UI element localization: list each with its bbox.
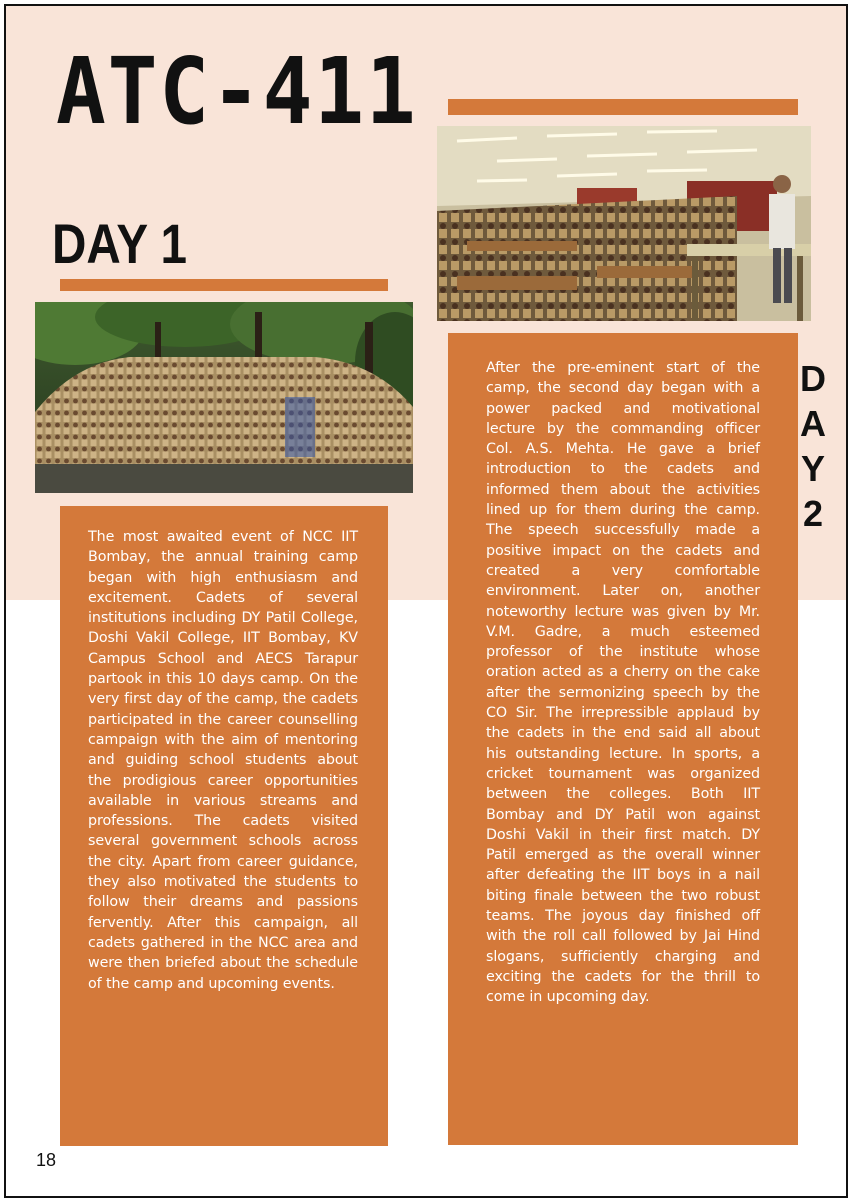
page [4, 4, 848, 1198]
page-title: ATC-411 [56, 38, 418, 145]
day1-text-panel [60, 506, 388, 1146]
day2-heading [796, 356, 830, 536]
day1-body-text: The most awaited event of NCC IIT Bombay, the annual training camp began with high enthusiasm and excitement. Cadets of several institutions including DY Patil College, Doshi Vakil College, IIT Bombay, KV Campus School and AECS Tarapur partook in this 10 days camp. On the very first day of the camp, the cadets participated in the career counselling campaign with the aim of mentoring and guiding school students about the prodigious career opportunities available in various streams and professions. The cadets visited several government schools across the city. Apart from career guidance, they also motivated the students to follow their dreams and passions fervently. After this campaign, all cadets gathered in the NCC area and were then briefed about the schedule of the camp and upcoming events. [88, 529, 358, 992]
day2-letter: A [800, 403, 826, 444]
day2-letter: D [800, 358, 826, 399]
page-number: 18 [36, 1150, 57, 1170]
day2-letter: Y [800, 448, 825, 489]
day1-heading: DAY 1 [52, 212, 187, 275]
day1-accent-bar [60, 279, 388, 291]
day2-text-panel [448, 333, 798, 1145]
group-photo [35, 302, 413, 493]
day2-letter: 2 [802, 493, 824, 534]
lecture-hall-photo [437, 126, 811, 321]
day2-accent-bar [448, 99, 798, 115]
day2-body-text: After the pre-eminent start of the camp, the second day began with a power packed and motivational lecture by the commanding officer Col. A.S. Mehta. He gave a brief introduction to the cadets and informed them about the activities lined up for them during the camp. The speech successfully made a positive impact on the cadets and created a very comfortable environment. Later on, another noteworthy lecture was given by Mr. V.M. Gadre, a much esteemed professor of the institute whose oration acted as a cherry on the cake after the sermonizing speech by the CO Sir. The irrepressible applaud by the cadets in the end said all about his outstanding lecture. In sports, a cricket tournament was organized between the colleges. Both IIT Bombay and DY Patil won against Doshi Vakil in their first match. DY Patil emerged as the overall winner after defeating the IIT boys in a nail biting finale between the two robust teams. The joyous day finished off with the roll call followed by Jai Hind slogans, sufficiently charging and exciting the cadets for the thrill to come in upcoming day. [486, 360, 760, 1006]
